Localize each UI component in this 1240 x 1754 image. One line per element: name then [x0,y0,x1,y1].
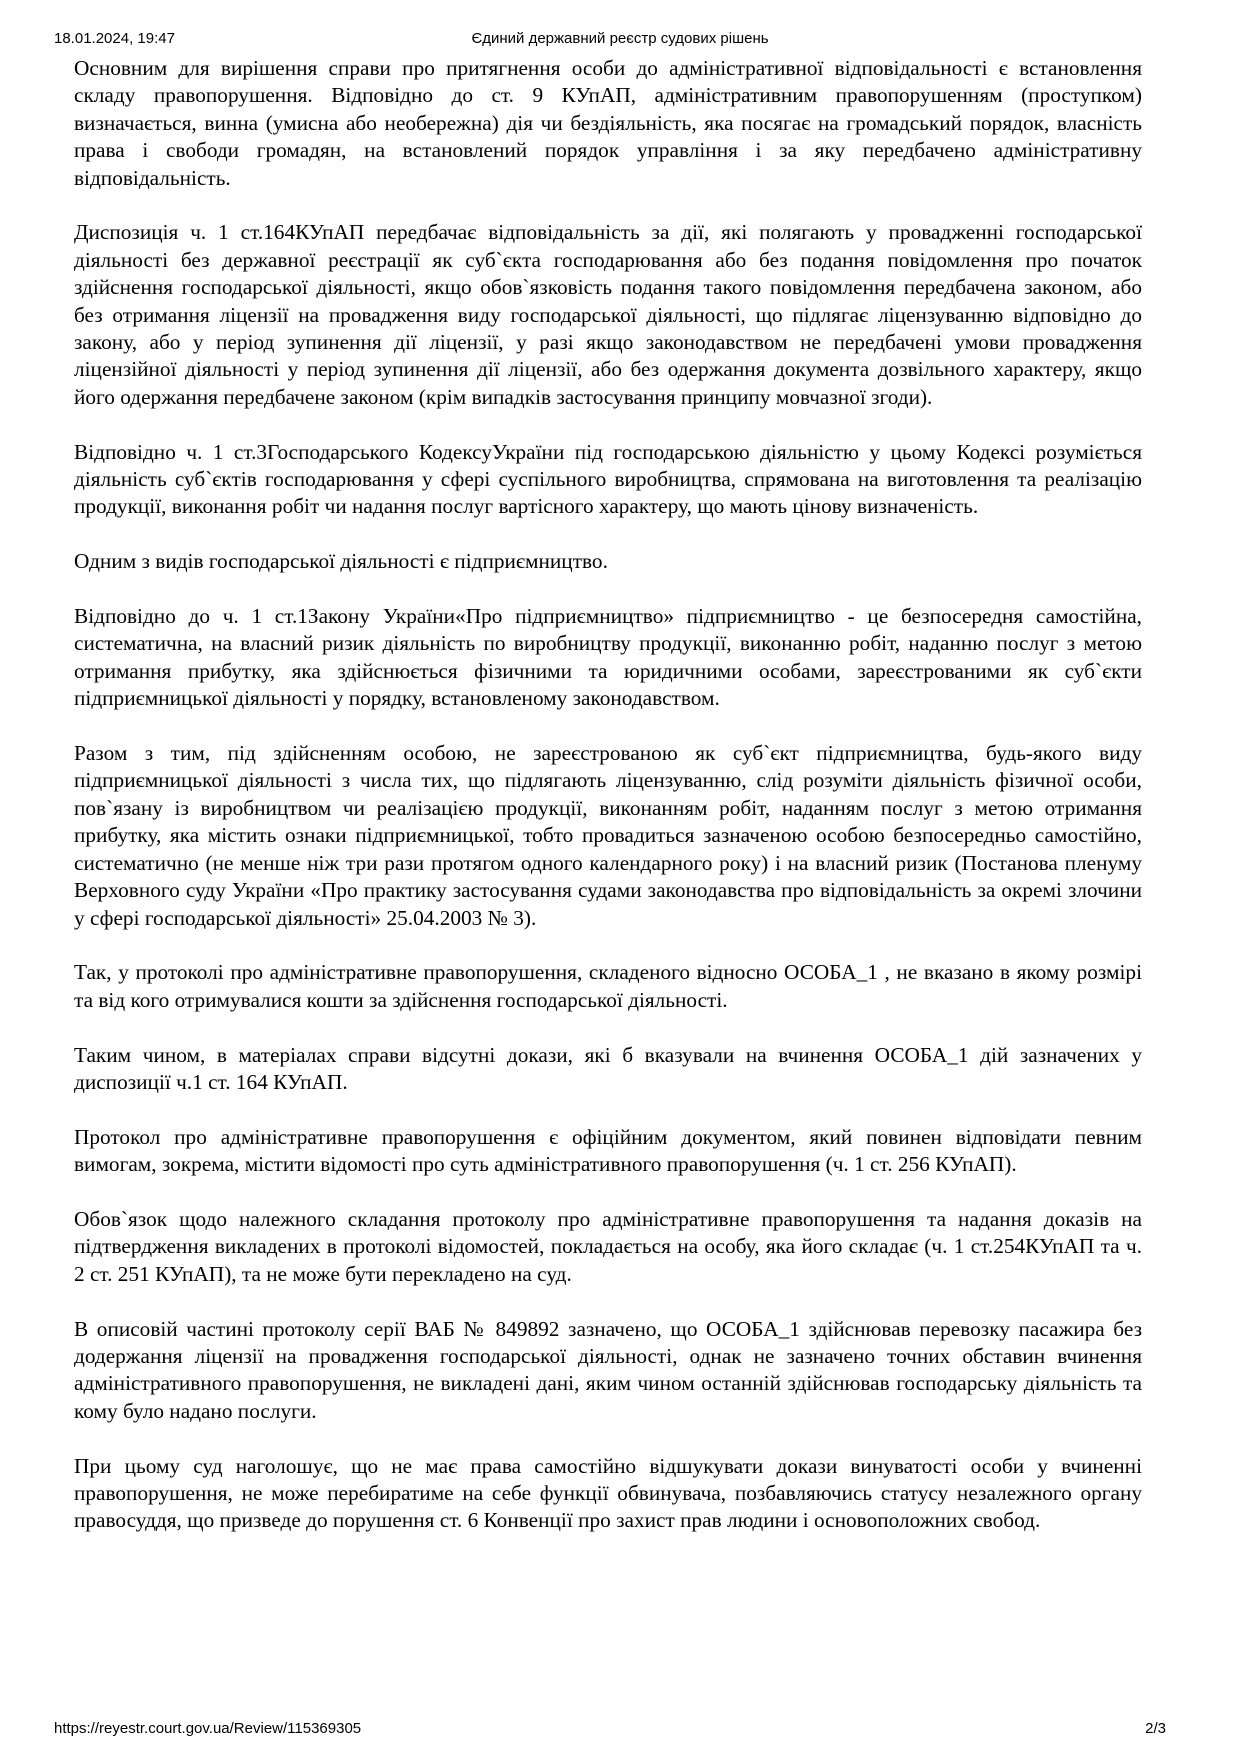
paragraph-offense-definition: Основним для вирішення справи про притягнення особи до адміністративної відповідальності є встановлення складу правопорушення. Відповідно до ст. 9 КУпАП, адміністративним правопорушенням (проступком) визначається, винна (умисна або необережна) дія чи бездіяльність, яка посягає на громадський порядок, власність права і свободи громадян, на встановлений порядок управління і за яку передбачено адміністративну відповідальність. [74,56,1142,190]
paragraph-commercial-code-art-3: Відповідно ч. 1 ст.3Господарського КодексуУкраїни під господарською діяльністю у цьому Кодексі розуміється діяльність суб`єктів господарювання у сфері суспільного виробництва, спрямована на виготовлення та реалізацію продукції, виконання робіт чи надання послуг вартісного характеру, що мають цінову визначеність. [74,439,1142,519]
paragraph-court-role: При цьому суд наголошує, що не має права самостійно відшукувати докази винуватості особи у вчиненні правопорушення, не може перебиратиме на себе функції обвинувача, позбавляючись статусу незалежного органу правосуддя, що призведе до порушення ст. 6 Конвенції про захист прав людини і основоположних свобод. [74,1453,1142,1533]
paragraph-protocol-missing-details: Так, у протоколі про адміністративне правопорушення, складеного відносно ОСОБА_1 , не вказано в якому розмірі та від кого отримувалися кошти за здійснення господарської діяльності. [74,960,1142,1012]
print-datetime: 18.01.2024, 19:47 [54,30,175,47]
paragraph-entrepreneurship-type: Одним з видів господарської діяльності є підприємництво. [74,549,608,574]
page-url: https://reyestr.court.gov.ua/Review/115369305 [54,1720,362,1737]
page-title: Єдиний державний реєстр судових рішень [471,30,769,47]
paragraph-protocol-requirements: Протокол про адміністративне правопорушення є офіційним документом, який повинен відповідати певним вимогам, зокрема, містити відомості про суть адміністративного правопорушення (ч. 1 ст. 256 КУпАП). [74,1124,1142,1177]
paragraph-entrepreneurship-law: Відповідно до ч. 1 ст.1Закону України«Про підприємництво» підприємництво - це безпосередня самостійна, систематична, на власний ризик діяльність по виробництву продукції, виконанню робіт, наданню послуг з метою отримання прибутку, яка здійснюється фізичними та юридичними особами, зареєстрованими як суб`єкти підприємницької діяльності у порядку, встановленому законодавством. [74,604,1142,711]
paragraph-protocol-description: В описовій частині протоколу серії ВАБ № 849892 зазначено, що ОСОБА_1 здійснював перевозку пасажира без додержання ліцензії на провадження господарської діяльності, однак не зазначено точних обставин вчинення адміністративного правопорушення, не викладені дані, яким чином останній здійснював господарську діяльність та кому було надано послуги. [74,1316,1142,1423]
print-header [0,30,1240,48]
paragraph-unregistered-activity: Разом з тим, під здійсненням особою, не зареєстрованою як суб`єкт підприємництва, будь-якого виду підприємницької діяльності з числа тих, що підлягають ліцензуванню, слід розуміти діяльність фізичної особи, пов`язану із виробництвом чи реалізацією продукції, виконанням робіт, наданням послуг з метою отримання прибутку, яка містить ознаки підприємницької, тобто провадиться зазначеною особою безпосередньо самостійно, систематично (не менше ніж три рази протягом одного календарного року) і на власний ризик (Постанова пленуму Верховного суду України «Про практику застосування судами законодавства про відповідальність за окремі злочини у сфері господарської діяльності» 25.04.2003 № 3). [74,741,1142,930]
document-body [74,55,1142,1562]
paragraph-article-164-disposition: Диспозиція ч. 1 ст.164КУпАП передбачає відповідальність за дії, які полягають у провадженні господарської діяльності без державної реєстрації як суб`єкта господарювання або без подання повідомлення про початок здійснення господарської діяльності, якщо обов`язковість подання такого повідомлення передбачена законом, або без отримання ліцензії на провадження виду господарської діяльності, що підлягає ліцензуванню відповідно до закону, або у період зупинення дії ліцензії, у разі якщо законодавством не передбачені умови провадження ліцензійної діяльності у період зупинення дії ліцензії, або без одержання документа дозвільного характеру, якщо його одержання передбачене законом (крім випадків застосування принципу мовчазної згоди). [74,220,1142,409]
page-number: 2/3 [1145,1720,1166,1737]
print-footer [0,1720,1240,1738]
paragraph-protocol-duty: Обов`язок щодо належного складання протоколу про адміністративне правопорушення та надання доказів на підтвердження викладених в протоколі відомостей, покладається на особу, яка його складає (ч. 1 ст.254КУпАП та ч. 2 ст. 251 КУпАП), та не може бути перекладено на суд. [74,1206,1142,1286]
paragraph-no-evidence: Таким чином, в матеріалах справи відсутні докази, які б вказували на вчинення ОСОБА_1 дій зазначених у диспозиції ч.1 ст. 164 КУпАП. [74,1042,1142,1094]
